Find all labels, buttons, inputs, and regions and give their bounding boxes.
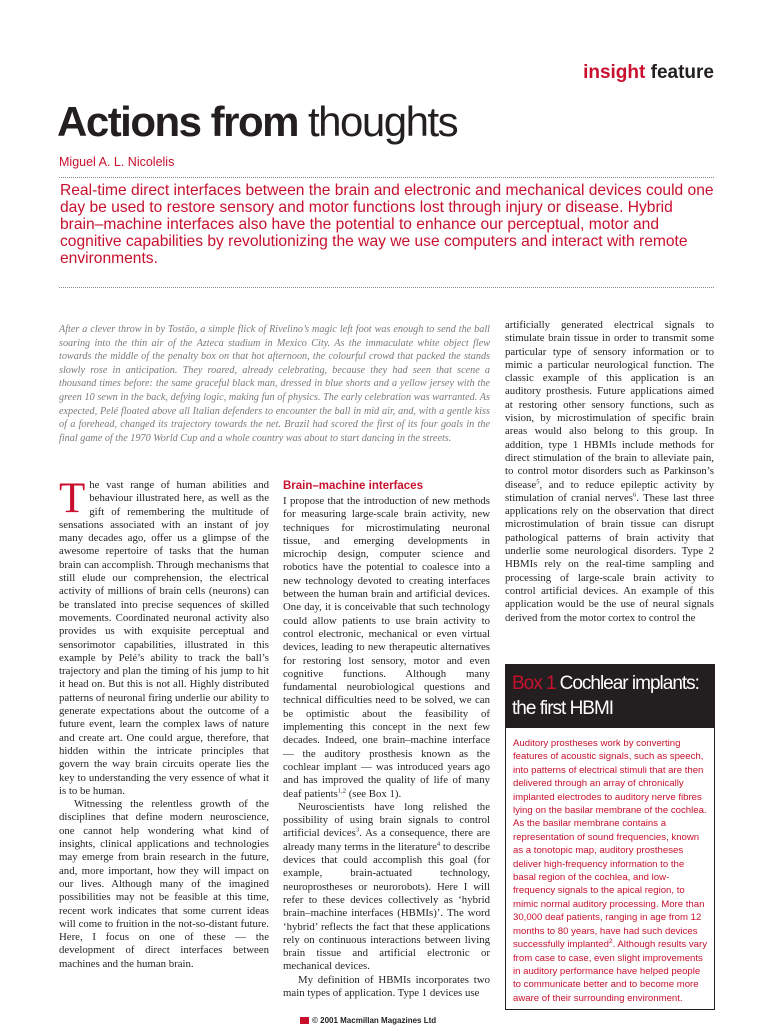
column-1 [59, 475, 269, 971]
box-1 [505, 664, 715, 1010]
section-heading: Brain–machine interfaces [283, 480, 423, 492]
col2-paragraph-3: My definition of HBMIs incorporates two main types of application. Type 1 devices use [283, 973, 490, 999]
drop-cap: T [59, 475, 86, 522]
col2-paragraph-1: I propose that the introduction of new methods for measuring large-scale brain activity, new techniques for microstimulating neuronal tissue, and emerging developments in microchip design, computer science and robotics have the potential to coalesce into a new technology devoted to creating interfaces between the human brain and artificial devices. One day, it is conceivable that such technology could allow patients to use brain activity to control electronic, mechanical or even virtual devices, leading to new therapeutic alternatives for restoring lost sensory, motor and even cognitive functions. Although many fundamental neurobiological questions and technical difficulties need to be solved, we can be optimistic about the feasibility of implementing this concept in the next few decades. Indeed, one brain–machine interface — the auditory prosthesis known as the cochlear implant — was introduced years ago and has improved the quality of life of many deaf patients$^{1,2}$ (see Box 1). [283, 495, 490, 800]
standfirst: Real-time direct interfaces between the brain and electronic and mechanical devices could one day be used to restore sensory and motor functions lost through injury or disease. Hybrid brain–machine interfaces also have the potential to enhance our perceptual, motor and cognitive capabilities by revolutionizing the way we use computers and interact with remote environments. [60, 182, 714, 267]
col2-paragraph-2: Neuroscientists have long relished the possibility of using brain signals to control artificial devices$^3$. As a consequence, there are already many terms in the literature$^4$ to describe devices that could accomplish this goal (for example, brain-actuated technology, neuroprostheses or neurorobots). Here I will refer to these devices collectively as ‘hybrid brain–machine interfaces (HBMIs)’. The word ‘hybrid’ reflects the fact that these applications rely on continuous interactions between living brain tissue and artificial electronic or mechanical devices. [283, 800, 490, 973]
publisher-logo-icon [300, 1017, 309, 1024]
col1-paragraph-2: Witnessing the relentless growth of the disciplines that define modern neuroscience, one cannot help wondering what kind of insights, clinical applications and technologies may emerge from brain research in the future, and, more important, how they will impact on our lives. Although many of the imagined possibilities may not be feasible at this time, recent work indicates that some current ideas will come to fruition in the not-so-distant future. Here, I focus on one of these — the development of direct interfaces between machines and the human brain. [59, 798, 269, 970]
title-bold: Actions from [57, 98, 299, 145]
intro-paragraph: After a clever throw in by Tostão, a simple flick of Rivelino’s magic left foot was enough to send the ball soaring into the thin air of the Azteca stadium in Mexico City. As the immaculate white object flew towards the middle of the penalty box on that hot afternoon, the colourful crowd that packed the stands slowly rose in anticipation. They roared, already celebrating, because they had seen that scene a thousand times before: the same graceful black man, dressed in blue shorts and a yellow jersey with the green 10 sewn in the back, defying logic, making fun of physics. The early celebration was warranted. As expected, Pelé floated above all Italian defenders to encounter the ball in mid air, and, with a gentle kiss of a forehead, changed its trajectory towards the net. Brazil had scored the first of its four goals in the final game of the 1970 World Cup and a whole country was about to start dancing in the streets. [59, 324, 490, 444]
box-title: Cochlear implants: the first HBMI [512, 673, 699, 719]
box-body: Auditory prostheses work by converting features of acoustic signals, such as speech, into patterns of electrical stimuli that are then delivered through an array of chronically implanted electrodes to auditory nerve fibres lying on the basilar membrane of the cochlea. As the basilar membrane contains a representation of sound frequencies, known as a tonotopic map, auditory prostheses deliver high-frequency information to the basal region of the cochlea, and low-frequency signals to the apical region, to mimic normal auditory processing. More than 30,000 deaf patients, ranging in age from 12 months to 80 years, have had such devices successfully implanted$^2$. Although results vary from case to case, even slight improvements in auditory performance have helped people to communicate better and to become more aware of their surrounding environment. [513, 738, 707, 1004]
column-2 [283, 479, 490, 1000]
bottom-divider [59, 287, 714, 288]
title-light: thoughts [308, 98, 458, 145]
box-label: Box 1 [512, 673, 556, 694]
col1-paragraph-1: The vast range of human abilities and behaviour illustrated here, as well as the gift of remembering the multitude of sensations associated with an instant of joy many decades ago, offer us a glimpse of the awesome repertoire of tasks that the human brain can accomplish. Through mechanisms that still elude our comprehension, the electrical activity of millions of brain cells (neurons) can be translated into precise sequences of skilled movements. Coordinated neuronal activity also provides us with exquisite perceptual and sensorimotor capabilities, illustrated in this example by Pelé’s ability to track the ball’s trajectory and plan the timing of his jump to hit it head on. But this is not all. Highly distributed patterns of neuronal firing underlie our ability to generate expectations about the outcome of a future event, learn the complex laws of nature and create art. One could argue, therefore, that hidden within the intricate principles that govern the way brain circuits operate lies the key to understanding the very essence of what it is to be human. [59, 475, 269, 797]
author-name: Miguel A. L. Nicolelis [59, 155, 175, 169]
box-header [506, 665, 714, 728]
section-kicker [583, 62, 714, 84]
col3-paragraph-1: artificially generated electrical signals to stimulate brain tissue in order to transmit some particular type of sensory information or to mimic a particular neurological function. The classic example of this application is an auditory prosthesis. Future applications aimed at restoring other sensory functions, such as vision, by microstimulation of specific brain areas would also belong to this group. In addition, type 1 HBMIs include methods for direct stimulation of the brain to alleviate pain, to control motor disorders such as Parkinson’s disease$^5$, and to reduce epileptic activity by stimulation of cranial nerves$^6$. These last three applications rely on the observation that direct microstimulation of brain tissue can disrupt pathological patterns of brain activity that underlie some neurological disorders. Type 2 HBMIs rely on the real-time sampling and processing of large-scale brain activity to control artificial devices. An example of this application would be the use of neural signals derived from the motor cortex to control the [505, 319, 714, 624]
copyright-footer: © 2001 Macmillan Magazines Ltd [300, 1016, 436, 1025]
kicker-feature: feature [650, 62, 714, 83]
top-divider [59, 177, 714, 178]
column-3 [505, 319, 714, 625]
kicker-insight: insight [583, 62, 646, 83]
article-title [57, 96, 457, 148]
